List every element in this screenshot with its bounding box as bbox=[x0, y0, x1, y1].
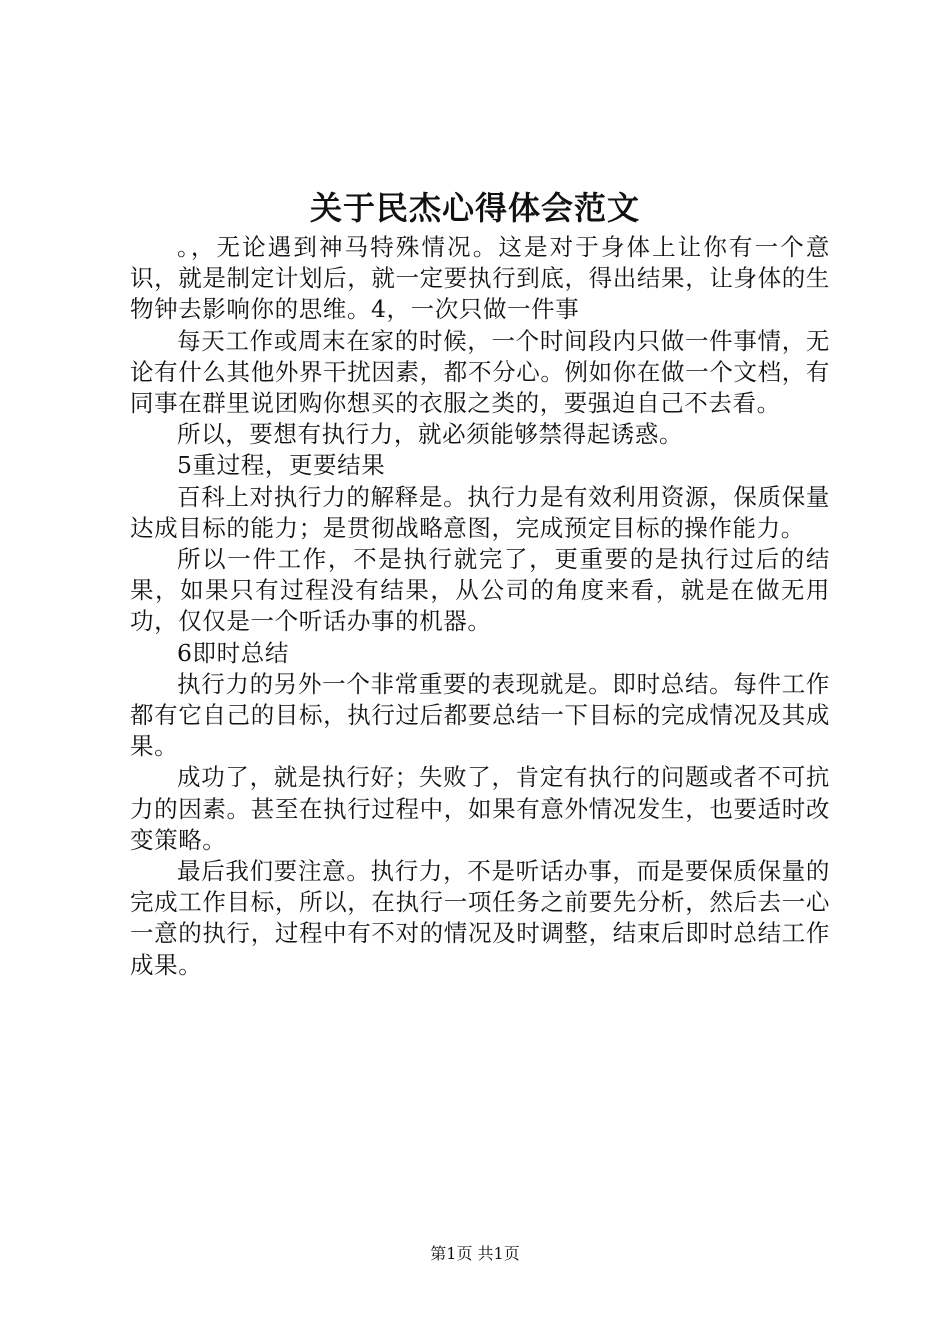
paragraph-8: 执行力的另外一个非常重要的表现就是。即时总结。每件工作都有它自己的目标，执行过后都要总结一下目标的完成情况及其成果。 bbox=[130, 669, 830, 761]
paragraph-3: 所以，要想有执行力，就必须能够禁得起诱惑。 bbox=[177, 420, 684, 449]
section-heading-6: 6即时总结 bbox=[177, 638, 289, 667]
paragraph-5: 百科上对执行力的解释是。执行力是有效利用资源，保质保量达成目标的能力；是贯彻战略意图，完成预定目标的操作能力。 bbox=[130, 482, 830, 542]
paragraph-6: 所以一件工作，不是执行就完了，更重要的是执行过后的结果，如果只有过程没有结果，从公司的角度来看，就是在做无用功，仅仅是一个听话办事的机器。 bbox=[130, 545, 830, 636]
document-body bbox=[130, 232, 830, 981]
page-footer: 第1页 共1页 bbox=[430, 1244, 520, 1263]
section-heading-5: 5重过程，更要结果 bbox=[177, 451, 386, 480]
paragraph-2: 每天工作或周末在家的时候，一个时间段内只做一件事情，无论有什么其他外界干扰因素，都不分心。例如你在做一个文档，有同事在群里说团购你想买的衣服之类的，要强迫自己不去看。 bbox=[130, 326, 830, 418]
paragraph-10: 最后我们要注意。执行力，不是听话办事，而是要保质保量的完成工作目标，所以，在执行一项任务之前要先分析，然后去一心一意的执行，过程中有不对的情况及时调整，结束后即时总结工作成果。 bbox=[130, 857, 830, 979]
paragraph-1: 。，无论遇到神马特殊情况。这是对于身体上让你有一个意识，就是制定计划后，就一定要执行到底，得出结果，让身体的生物钟去影响你的思维。4，一次只做一件事 bbox=[130, 233, 830, 324]
paragraph-9: 成功了，就是执行好；失败了，肯定有执行的问题或者不可抗力的因素。甚至在执行过程中，如果有意外情况发生，也要适时改变策略。 bbox=[130, 763, 830, 854]
document-title: 关于民杰心得体会范文 bbox=[309, 189, 640, 227]
